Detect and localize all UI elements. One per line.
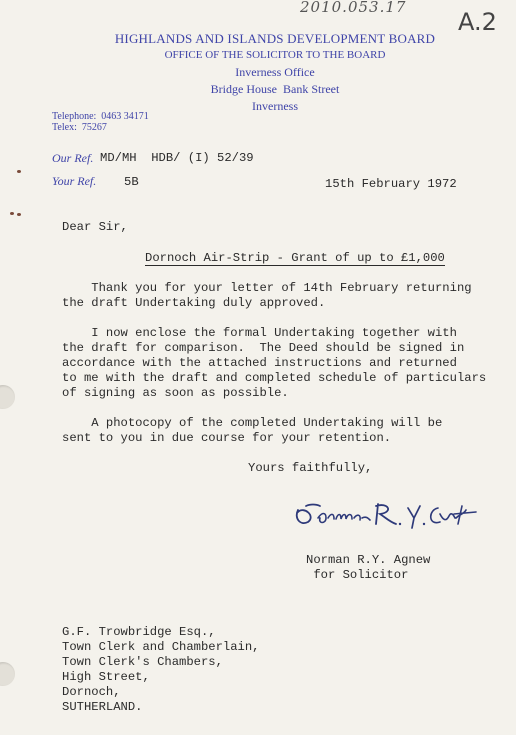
paragraph-line: A photocopy of the completed Undertaking will be [62, 416, 443, 430]
address-line: G.F. Trowbridge Esq., [62, 625, 216, 639]
paper-mark [10, 212, 14, 215]
paragraph-line: sent to you in due course for your retention. [62, 431, 392, 445]
paragraph-line: Thank you for your letter of 14th February returning [62, 281, 472, 295]
letterhead-office: OFFICE OF THE SOLICITOR TO THE BOARD [164, 49, 386, 61]
letterhead-city: Inverness [252, 99, 298, 113]
address-line: Dornoch, [62, 685, 121, 699]
salutation: Dear Sir, [62, 220, 128, 234]
letterhead-org: HIGHLANDS AND ISLANDS DEVELOPMENT BOARD [114, 31, 436, 46]
paragraph-line: to me with the draft and completed schedule of particulars [62, 371, 487, 385]
paragraph-line: of signing as soon as possible. [62, 386, 289, 400]
address-line: SUTHERLAND. [62, 700, 143, 714]
paragraph-line: the draft Undertaking duly approved. [62, 296, 326, 310]
folio-mark: A.2 [458, 8, 497, 36]
handwritten-signature [290, 496, 490, 536]
signatory-name: Norman R.Y. Agnew [306, 553, 431, 567]
address-line: Town Clerk and Chamberlain, [62, 640, 260, 654]
paragraph-line: the draft for comparison. The Deed should be signed in [62, 341, 465, 355]
paper-mark [17, 170, 21, 173]
telex: Telex: 75267 [52, 122, 107, 133]
paper-mark [17, 213, 21, 216]
signatory-role: for Solicitor [306, 568, 409, 582]
letter-date: 15th February 1972 [325, 177, 457, 191]
letterhead-branch: Inverness Office [235, 65, 315, 79]
paragraph-line: accordance with the attached instructions and returned [62, 356, 457, 370]
address-line: Town Clerk's Chambers, [62, 655, 223, 669]
your-ref-value: 5B [124, 175, 139, 189]
your-ref-label: Your Ref. [52, 174, 97, 188]
our-ref-value: MD/MH HDB/ (I) 52/39 [100, 151, 254, 165]
letterhead-address: Bridge House Bank Street [210, 82, 340, 96]
archive-number: 2010.053.17 [300, 0, 407, 16]
our-ref-label: Our Ref. [52, 151, 94, 165]
paragraph-line: I now enclose the formal Undertaking together with [62, 326, 457, 340]
punch-hole [0, 385, 15, 409]
address-line: High Street, [62, 670, 150, 684]
closing: Yours faithfully, [248, 461, 373, 475]
telephone: Telephone: 0463 34171 [52, 111, 149, 122]
punch-hole [0, 662, 15, 686]
subject-line: Dornoch Air-Strip - Grant of up to £1,000 [145, 251, 445, 265]
